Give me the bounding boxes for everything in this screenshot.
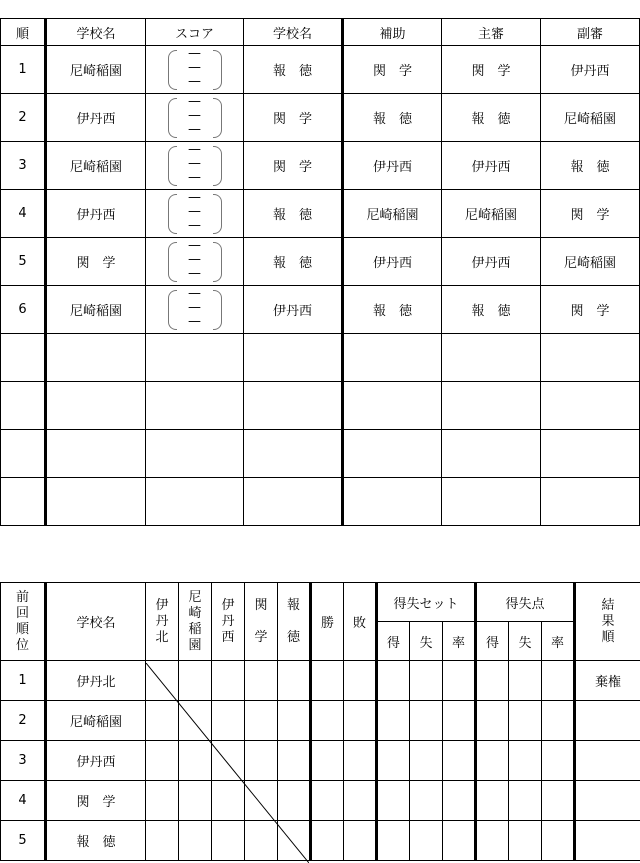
chief-referee: 尼崎稲園: [442, 190, 541, 238]
match-result-cell: [278, 661, 311, 701]
score-cell: [146, 142, 244, 190]
final-result-cell: [575, 741, 640, 781]
score-dash: —: [188, 238, 201, 253]
assistant: [343, 430, 442, 478]
score-dash: —: [188, 204, 201, 219]
header-opponent-4: [245, 583, 278, 661]
score-cell: [146, 286, 244, 334]
match-schedule-table: [0, 18, 640, 526]
match-result-cell: [179, 821, 212, 861]
points-loss-cell: [509, 781, 542, 821]
points-loss-cell: [509, 701, 542, 741]
header-second-referee: 副審: [541, 19, 640, 46]
final-result-cell: [575, 821, 640, 861]
right-paren-icon: [213, 194, 222, 234]
match-order: 4: [1, 190, 46, 238]
wins-cell: [311, 781, 344, 821]
header-char: 稲: [188, 621, 202, 637]
standings-row: [1, 821, 640, 861]
assistant: 関 学: [343, 46, 442, 94]
points-gain-cell: [476, 661, 509, 701]
schedule-row: [1, 94, 640, 142]
score-cell: [146, 238, 244, 286]
schedule-row: [1, 478, 640, 526]
score-dash: —: [188, 170, 201, 185]
prev-rank: 4: [1, 781, 46, 821]
sets-rate-cell: [443, 781, 476, 821]
match-result-cell: [245, 821, 278, 861]
standings-header-row-1: [1, 583, 640, 622]
points-loss-cell: [509, 821, 542, 861]
header-char: [278, 614, 309, 630]
school-a: 尼崎稲園: [46, 142, 146, 190]
score-dash: —: [188, 190, 201, 205]
header-opponent-2: [179, 583, 212, 661]
schedule-header-row: [1, 19, 640, 46]
schedule-row: [1, 286, 640, 334]
points-loss-cell: [509, 661, 542, 701]
right-paren-icon: [213, 98, 222, 138]
right-paren-icon: [213, 242, 222, 282]
standings-row: [1, 741, 640, 781]
score-dashes: [146, 143, 243, 185]
score-dash: —: [188, 46, 201, 61]
header-sets-group: 得失セット: [377, 583, 476, 622]
match-result-cell: [278, 741, 311, 781]
header-points-rate: 率: [542, 622, 575, 661]
points-gain-cell: [476, 701, 509, 741]
header-school-a: 学校名: [46, 19, 146, 46]
header-char: 順: [15, 621, 29, 637]
header-opponent-5: [278, 583, 311, 661]
second-referee: [541, 382, 640, 430]
score-dash: —: [188, 108, 201, 123]
points-rate-cell: [542, 661, 575, 701]
score-cell: [146, 190, 244, 238]
standings-row: [1, 781, 640, 821]
prev-rank: 2: [1, 701, 46, 741]
match-result-cell: [212, 661, 245, 701]
match-result-cell: [146, 701, 179, 741]
sets-loss-cell: [410, 781, 443, 821]
school-a: 尼崎稲園: [46, 286, 146, 334]
score-dash: —: [188, 60, 201, 75]
standings-row: [1, 661, 640, 701]
match-order: 6: [1, 286, 46, 334]
school-a: 伊丹西: [46, 190, 146, 238]
wins-cell: [311, 821, 344, 861]
match-result-cell: [245, 781, 278, 821]
header-char: 徳: [286, 629, 300, 645]
header-losses: 敗: [344, 583, 377, 661]
second-referee: 伊丹西: [541, 46, 640, 94]
header-points-loss: 失: [509, 622, 542, 661]
chief-referee: [442, 478, 541, 526]
chief-referee: [442, 334, 541, 382]
sets-loss-cell: [410, 741, 443, 781]
header-char: 果: [601, 613, 615, 629]
assistant: 伊丹西: [343, 238, 442, 286]
score-dashes: [146, 95, 243, 137]
sets-loss-cell: [410, 701, 443, 741]
losses-cell: [344, 661, 377, 701]
header-school: 学校名: [46, 583, 146, 661]
match-result-cell: [245, 701, 278, 741]
header-sets-gain: 得: [377, 622, 410, 661]
sets-gain-cell: [377, 821, 410, 861]
sets-rate-cell: [443, 661, 476, 701]
second-referee: 関 学: [541, 286, 640, 334]
right-paren-icon: [213, 290, 222, 330]
school-b: 報 徳: [244, 238, 343, 286]
sets-rate-cell: [443, 821, 476, 861]
score-dashes: [146, 191, 243, 233]
match-order: [1, 478, 46, 526]
match-result-cell: [146, 781, 179, 821]
school-b: 報 徳: [244, 190, 343, 238]
right-paren-icon: [213, 146, 222, 186]
match-result-cell: [179, 661, 212, 701]
match-result-cell: [146, 661, 179, 701]
second-referee: [541, 334, 640, 382]
score-cell: [146, 334, 244, 382]
second-referee: 尼崎稲園: [541, 238, 640, 286]
school-b: 伊丹西: [244, 286, 343, 334]
final-result-cell: [575, 781, 640, 821]
header-char: 尼: [188, 589, 202, 605]
header-char: 報: [286, 597, 300, 613]
match-result-cell: [179, 701, 212, 741]
points-gain-cell: [476, 741, 509, 781]
match-result-cell: [278, 781, 311, 821]
points-rate-cell: [542, 821, 575, 861]
score-dash: —: [188, 156, 201, 171]
losses-cell: [344, 781, 377, 821]
standings-table: [0, 582, 640, 861]
assistant: 伊丹西: [343, 142, 442, 190]
score-dash: —: [188, 252, 201, 267]
match-result-cell: [212, 701, 245, 741]
wins-cell: [311, 701, 344, 741]
header-char: 北: [155, 629, 169, 645]
school-a: 尼崎稲園: [46, 46, 146, 94]
school-b: 関 学: [244, 142, 343, 190]
sets-gain-cell: [377, 781, 410, 821]
points-loss-cell: [509, 741, 542, 781]
school-name: 伊丹北: [46, 661, 146, 701]
match-order: 3: [1, 142, 46, 190]
wins-cell: [311, 741, 344, 781]
header-order: 順: [1, 19, 46, 46]
points-gain-cell: [476, 781, 509, 821]
school-name: 尼崎稲園: [46, 701, 146, 741]
losses-cell: [344, 701, 377, 741]
schedule-row: [1, 334, 640, 382]
standings-row: [1, 701, 640, 741]
chief-referee: 伊丹西: [442, 142, 541, 190]
second-referee: [541, 430, 640, 478]
second-referee: 報 徳: [541, 142, 640, 190]
school-name: 関 学: [46, 781, 146, 821]
match-result-cell: [278, 821, 311, 861]
score-dashes: [146, 239, 243, 281]
match-order: 5: [1, 238, 46, 286]
score-dashes: [146, 287, 243, 329]
score-dashes: [146, 47, 243, 89]
header-assistant: 補助: [343, 19, 442, 46]
school-name: 伊丹西: [46, 741, 146, 781]
match-order: 2: [1, 94, 46, 142]
header-char: 回: [15, 605, 29, 621]
match-result-cell: [278, 701, 311, 741]
schedule-row: [1, 46, 640, 94]
match-order: [1, 430, 46, 478]
points-gain-cell: [476, 821, 509, 861]
sets-rate-cell: [443, 741, 476, 781]
school-a: 伊丹西: [46, 94, 146, 142]
match-order: [1, 334, 46, 382]
header-opponent-1: [146, 583, 179, 661]
school-b: 関 学: [244, 94, 343, 142]
assistant: [343, 334, 442, 382]
header-char: 崎: [188, 605, 202, 621]
header-char: 園: [188, 637, 202, 653]
score-cell: [146, 382, 244, 430]
match-order: [1, 382, 46, 430]
schedule-row: [1, 430, 640, 478]
header-char: 前: [15, 589, 29, 605]
score-dash: —: [188, 94, 201, 109]
header-char: [245, 614, 277, 630]
school-a: [46, 382, 146, 430]
chief-referee: 報 徳: [442, 94, 541, 142]
score-cell: [146, 46, 244, 94]
sets-loss-cell: [410, 821, 443, 861]
schedule-row: [1, 190, 640, 238]
score-cell: [146, 430, 244, 478]
school-b: [244, 382, 343, 430]
losses-cell: [344, 821, 377, 861]
prev-rank: 1: [1, 661, 46, 701]
header-char: 学: [254, 629, 268, 645]
prev-rank: 5: [1, 821, 46, 861]
header-score: スコア: [146, 19, 244, 46]
assistant: [343, 478, 442, 526]
points-rate-cell: [542, 701, 575, 741]
header-prev-rank: [1, 583, 46, 661]
header-char: 西: [221, 629, 235, 645]
assistant: [343, 382, 442, 430]
assistant: 尼崎稲園: [343, 190, 442, 238]
sets-gain-cell: [377, 741, 410, 781]
header-sets-rate: 率: [443, 622, 476, 661]
score-cell: [146, 478, 244, 526]
chief-referee: [442, 382, 541, 430]
header-char: 伊: [221, 597, 235, 613]
points-rate-cell: [542, 741, 575, 781]
school-a: [46, 334, 146, 382]
match-result-cell: [212, 741, 245, 781]
header-sets-loss: 失: [410, 622, 443, 661]
assistant: 報 徳: [343, 94, 442, 142]
score-dash: —: [188, 286, 201, 301]
match-result-cell: [245, 661, 278, 701]
final-result-cell: 棄権: [575, 661, 640, 701]
score-dash: —: [188, 74, 201, 89]
second-referee: 尼崎稲園: [541, 94, 640, 142]
chief-referee: [442, 430, 541, 478]
header-points-group: 得失点: [476, 583, 575, 622]
school-b: [244, 334, 343, 382]
header-opponent-3: [212, 583, 245, 661]
sets-gain-cell: [377, 701, 410, 741]
school-a: [46, 478, 146, 526]
school-b: [244, 430, 343, 478]
match-result-cell: [212, 781, 245, 821]
header-char: 伊: [155, 597, 169, 613]
header-char: 順: [601, 629, 615, 645]
school-name: 報 徳: [46, 821, 146, 861]
score-dash: —: [188, 218, 201, 233]
header-wins: 勝: [311, 583, 344, 661]
match-order: 1: [1, 46, 46, 94]
score-dash: —: [188, 314, 201, 329]
chief-referee: 報 徳: [442, 286, 541, 334]
score-dash: —: [188, 122, 201, 137]
school-a: [46, 430, 146, 478]
schedule-row: [1, 142, 640, 190]
match-result-cell: [179, 781, 212, 821]
score-dash: —: [188, 266, 201, 281]
header-result: [575, 583, 640, 661]
header-char: 結: [601, 597, 615, 613]
header-char: 位: [15, 637, 29, 653]
final-result-cell: [575, 701, 640, 741]
header-points-gain: 得: [476, 622, 509, 661]
sets-gain-cell: [377, 661, 410, 701]
points-rate-cell: [542, 781, 575, 821]
chief-referee: 関 学: [442, 46, 541, 94]
sets-loss-cell: [410, 661, 443, 701]
match-result-cell: [146, 741, 179, 781]
wins-cell: [311, 661, 344, 701]
assistant: 報 徳: [343, 286, 442, 334]
prev-rank: 3: [1, 741, 46, 781]
score-dash: —: [188, 142, 201, 157]
header-chief-referee: 主審: [442, 19, 541, 46]
school-b: [244, 478, 343, 526]
second-referee: [541, 478, 640, 526]
header-char: 丹: [221, 613, 235, 629]
schedule-row: [1, 238, 640, 286]
header-prev-rank-text: [1, 590, 44, 654]
match-result-cell: [212, 821, 245, 861]
header-char: 関: [254, 597, 268, 613]
chief-referee: 伊丹西: [442, 238, 541, 286]
header-char: 丹: [155, 613, 169, 629]
second-referee: 関 学: [541, 190, 640, 238]
score-cell: [146, 94, 244, 142]
schedule-row: [1, 382, 640, 430]
match-result-cell: [245, 741, 278, 781]
school-b: 報 徳: [244, 46, 343, 94]
match-result-cell: [146, 821, 179, 861]
header-school-b: 学校名: [244, 19, 343, 46]
losses-cell: [344, 741, 377, 781]
match-result-cell: [179, 741, 212, 781]
right-paren-icon: [213, 50, 222, 90]
sets-rate-cell: [443, 701, 476, 741]
school-a: 関 学: [46, 238, 146, 286]
score-dash: —: [188, 300, 201, 315]
